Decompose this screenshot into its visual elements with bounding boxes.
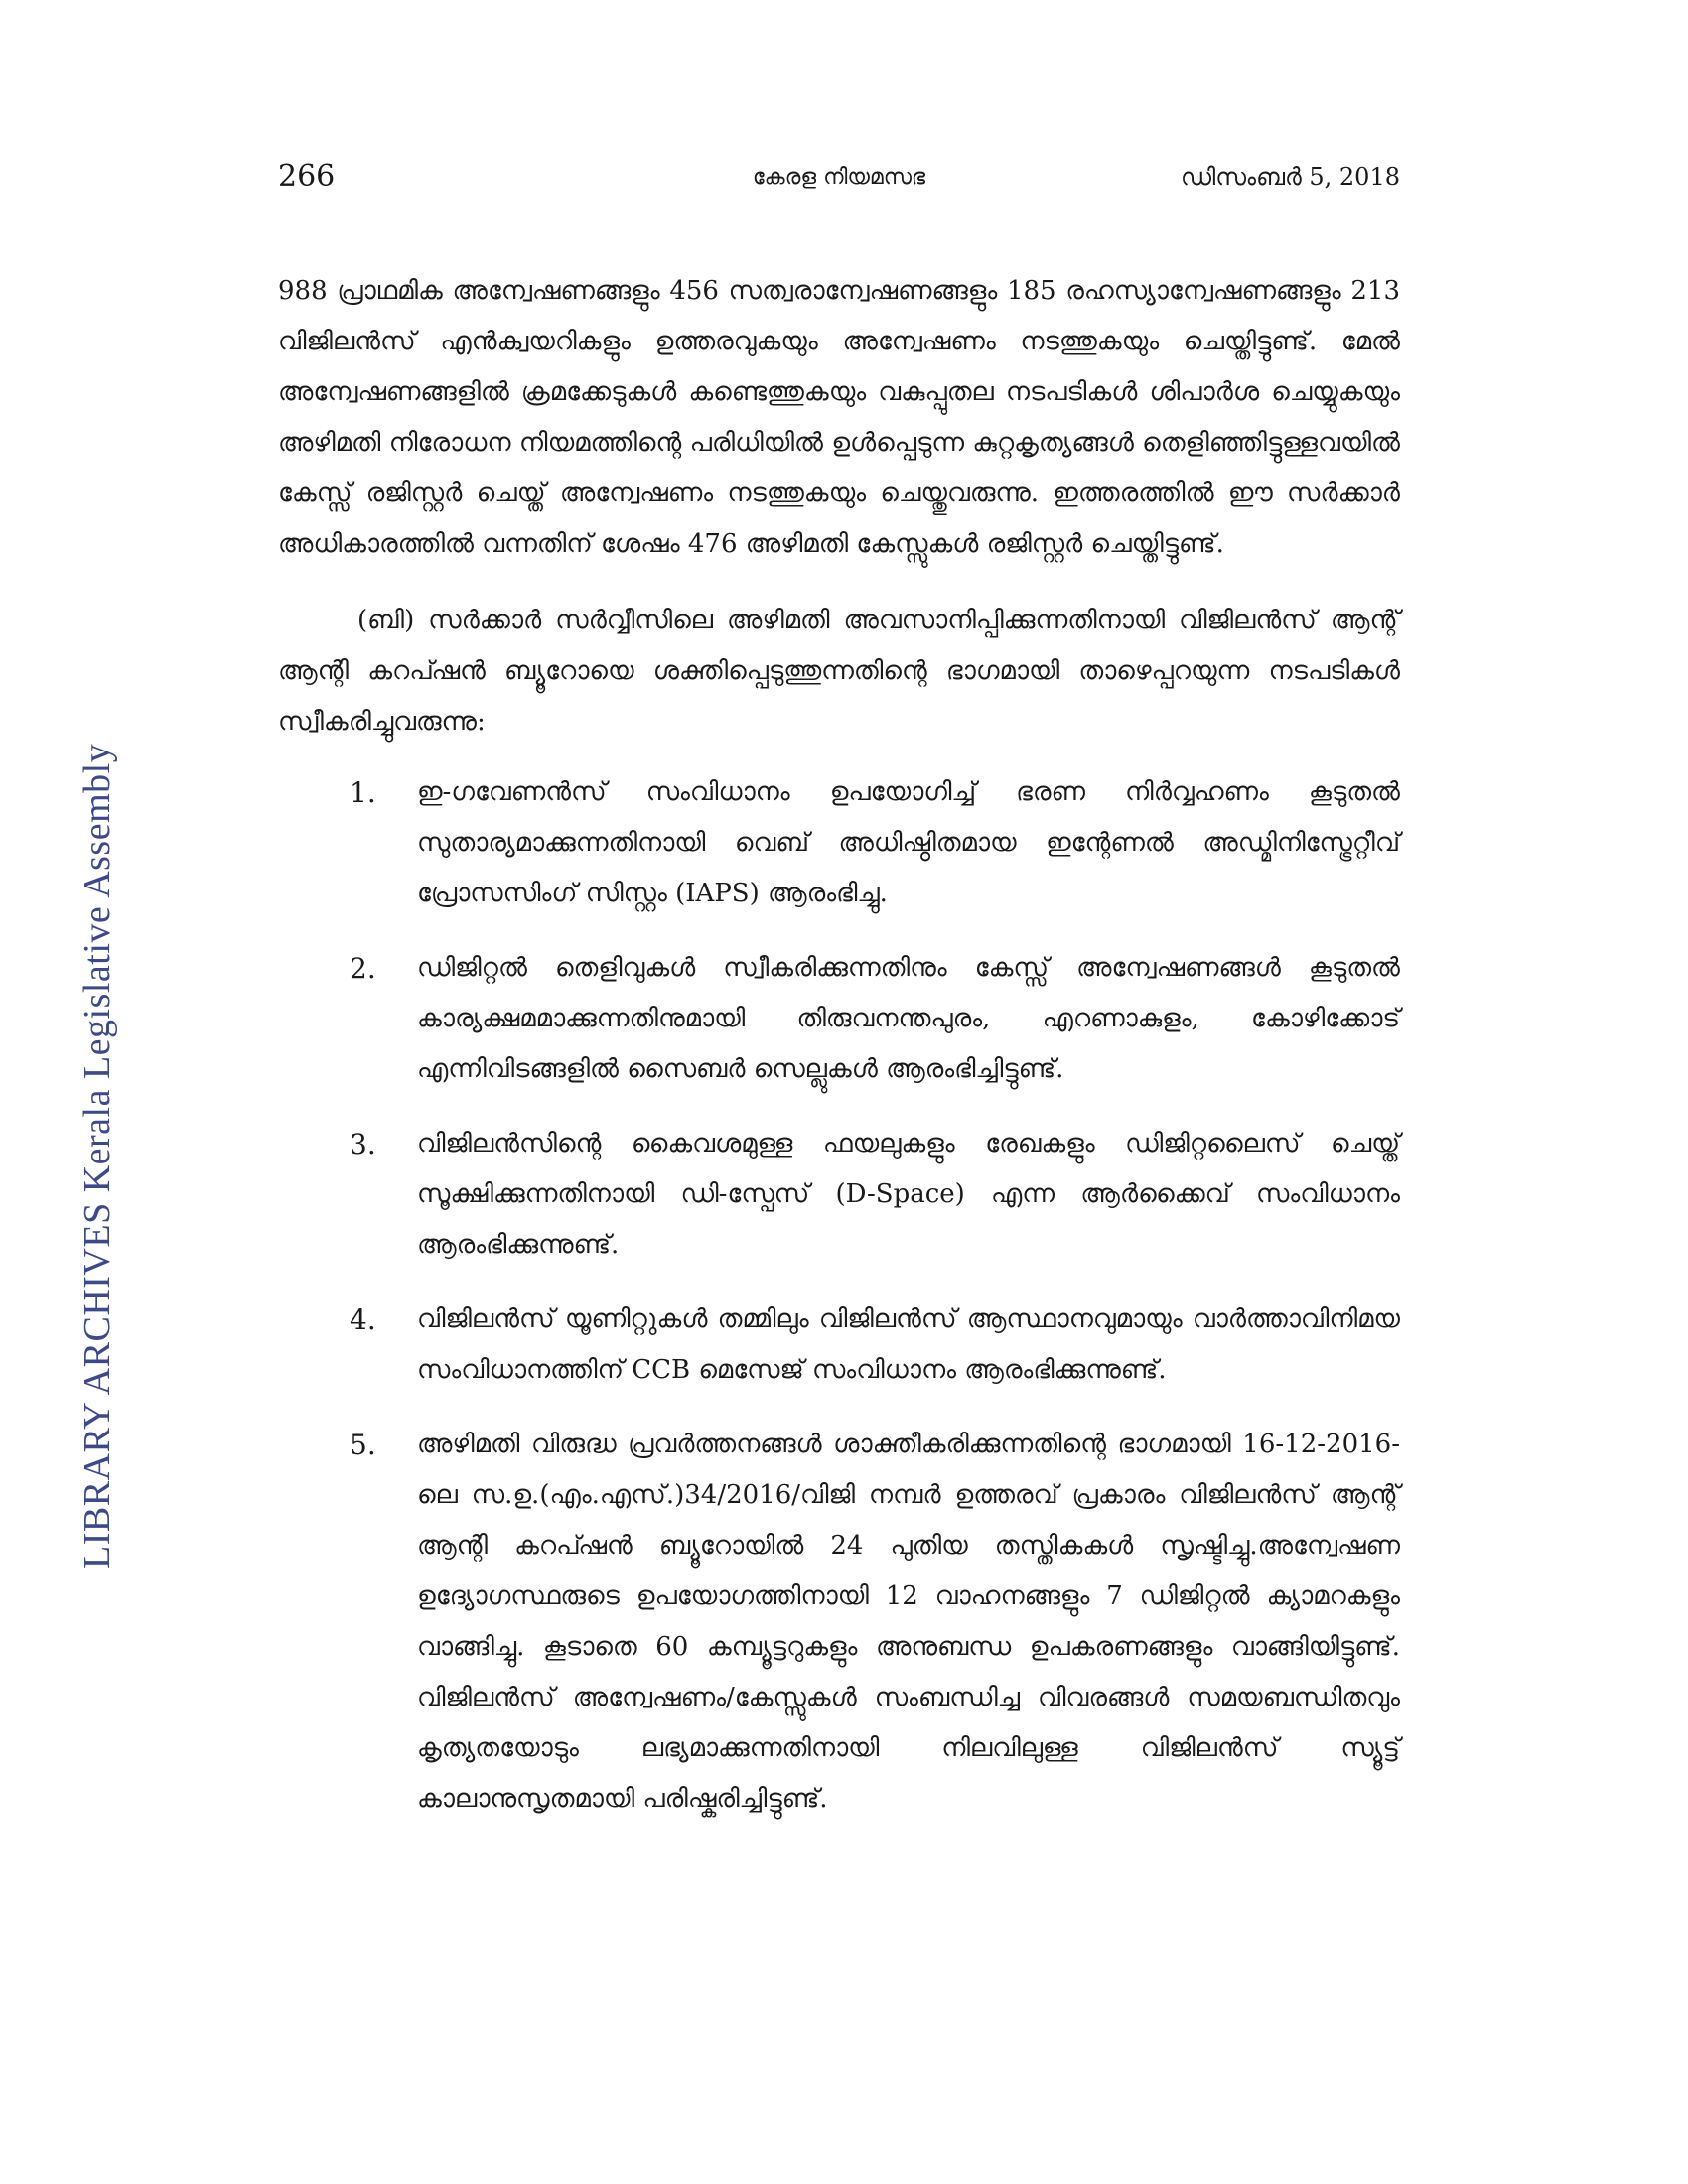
list-item-text: വിജിലൻസ് യൂണിറ്റുകൾ തമ്മിലും വിജിലൻസ് ആസ്ഥാനവുമായും വാർത്താവിനിമയ സംവിധാനത്തിന് CCB മെസേജ് സംവിധാനം ആരംഭിക്കുന്നുണ്ട്. — [417, 1304, 1400, 1385]
document-body — [278, 266, 1400, 1848]
list-item-text: ഇ-ഗവേണൻസ് സംവിധാനം ഉപയോഗിച്ച് ഭരണ നിർവ്വഹണം കൂടുതൽ സുതാര്യമാക്കുന്നതിനായി വെബ് അധിഷ്ഠിതമായ ഇന്റേണൽ അഡ്മിനിസ്ട്രേറ്റീവ് പ്രോസസിംഗ് സിസ്റ്റം (IAPS) ആരംഭിച്ചു. — [417, 777, 1400, 908]
list-item-number: 1. — [350, 776, 376, 809]
list-item-text: വിജിലൻസിന്റെ കൈവശമുള്ള ഫയലുകളും രേഖകളും ഡിജിറ്റലൈസ് ചെയ്ത് സൂക്ഷിക്കുന്നതിനായി ഡി-സ്പേസ് (D-Space) എന്ന ആർക്കൈവ് സംവിധാനം ആരംഭിക്കുന്നുണ്ട്. — [417, 1129, 1400, 1260]
list-item-number: 4. — [350, 1303, 376, 1336]
list-item — [278, 767, 1400, 919]
list-item — [278, 1119, 1400, 1271]
measures-list — [278, 767, 1400, 1825]
list-item-text: അഴിമതി വിരുദ്ധ പ്രവർത്തനങ്ങൾ ശാക്തീകരിക്കുന്നതിന്റെ ഭാഗമായി 16-12-2016-ലെ സ.ഉ.(എം.എസ്.)34/2016/വിജി നമ്പർ ഉത്തരവ് പ്രകാരം വിജിലൻസ് ആന്റ് ആന്റി കറപ്ഷൻ ബ്യൂറോയിൽ 24 പുതിയ തസ്തികകൾ സൃഷ്ടിച്ചു.അന്വേഷണ ഉദ്യോഗസ്ഥരുടെ ഉപയോഗത്തിനായി 12 വാഹനങ്ങളും 7 ഡിജിറ്റൽ ക്യാമറകളും വാങ്ങിച്ചു. കൂടാതെ 60 കമ്പ്യൂട്ടറുകളും അനുബന്ധ ഉപകരണങ്ങളും വാങ്ങിയിട്ടുണ്ട്. വിജിലൻസ് അന്വേഷണം/കേസ്സുകൾ സംബന്ധിച്ച വിവരങ്ങൾ സമയബന്ധിതവും കൃത്യതയോടും ലഭ്യമാക്കുന്നതിനായി നിലവിലുള്ള വിജിലൻസ് സ്യൂട്ട് കാലാനുസൃതമായി പരിഷ്കരിച്ചിട്ടുണ്ട്. — [417, 1430, 1400, 1814]
page-number: 266 — [278, 159, 336, 194]
page-header — [278, 159, 1400, 199]
list-item — [278, 943, 1400, 1095]
archive-watermark: LIBRARY ARCHIVES Kerala Legislative Assembly — [76, 743, 118, 1569]
paragraph-vigilance-statistics: 988 പ്രാഥമിക അന്വേഷണങ്ങളും 456 സത്വരാന്വേഷണങ്ങളും 185 രഹസ്യാന്വേഷണങ്ങളും 213 വിജിലൻസ് എൻക്വയറികളും ഉത്തരവുകയും അന്വേഷണം നടത്തുകയും ചെയ്തിട്ടുണ്ട്. മേൽ അന്വേഷണങ്ങളിൽ ക്രമക്കേടുകൾ കണ്ടെത്തുകയും വകുപ്പുതല നടപടികൾ ശിപാർശ ചെയ്യുകയും അഴിമതി നിരോധന നിയമത്തിന്റെ പരിധിയിൽ ഉൾപ്പെടുന്ന കുറ്റകൃത്യങ്ങൾ തെളിഞ്ഞിട്ടുള്ളവയിൽ കേസ്സ് രജിസ്റ്റർ ചെയ്ത് അന്വേഷണം നടത്തുകയും ചെയ്തുവരുന്നു. ഇത്തരത്തിൽ ഈ സർക്കാർ അധികാരത്തിൽ വന്നതിന് ശേഷം 476 അഴിമതി കേസ്സുകൾ രജിസ്റ്റർ ചെയ്തിട്ടുണ്ട്. — [278, 276, 1400, 559]
running-title: കേരള നിയമസഭ — [752, 165, 926, 190]
list-item-text: ഡിജിറ്റൽ തെളിവുകൾ സ്വീകരിക്കുന്നതിനും കേസ്സ് അന്വേഷണങ്ങൾ കൂടുതൽ കാര്യക്ഷമമാക്കുന്നതിനുമായി തിരുവനന്തപുരം, എറണാകുളം, കോഴിക്കോട് എന്നിവിടങ്ങളിൽ സൈബർ സെല്ലുകൾ ആരംഭിച്ചിട്ടുണ്ട്. — [417, 953, 1400, 1084]
list-item-number: 5. — [350, 1429, 376, 1461]
list-item-number: 3. — [350, 1128, 376, 1160]
header-date: ഡിസംബർ 5, 2018 — [1181, 163, 1400, 191]
paragraph-measures-intro: (ബി) സർക്കാർ സർവ്വീസിലെ അഴിമതി അവസാനിപ്പിക്കുന്നതിനായി വിജിലൻസ് ആന്റ് ആന്റി കറപ്ഷൻ ബ്യൂറോയെ ശക്തിപ്പെടുത്തുന്നതിന്റെ ഭാഗമായി താഴെപ്പറയുന്ന നടപടികൾ സ്വീകരിച്ചുവരുന്നു: — [278, 606, 1400, 737]
list-item — [278, 1420, 1400, 1825]
list-item-number: 2. — [350, 952, 376, 985]
list-item — [278, 1295, 1400, 1396]
